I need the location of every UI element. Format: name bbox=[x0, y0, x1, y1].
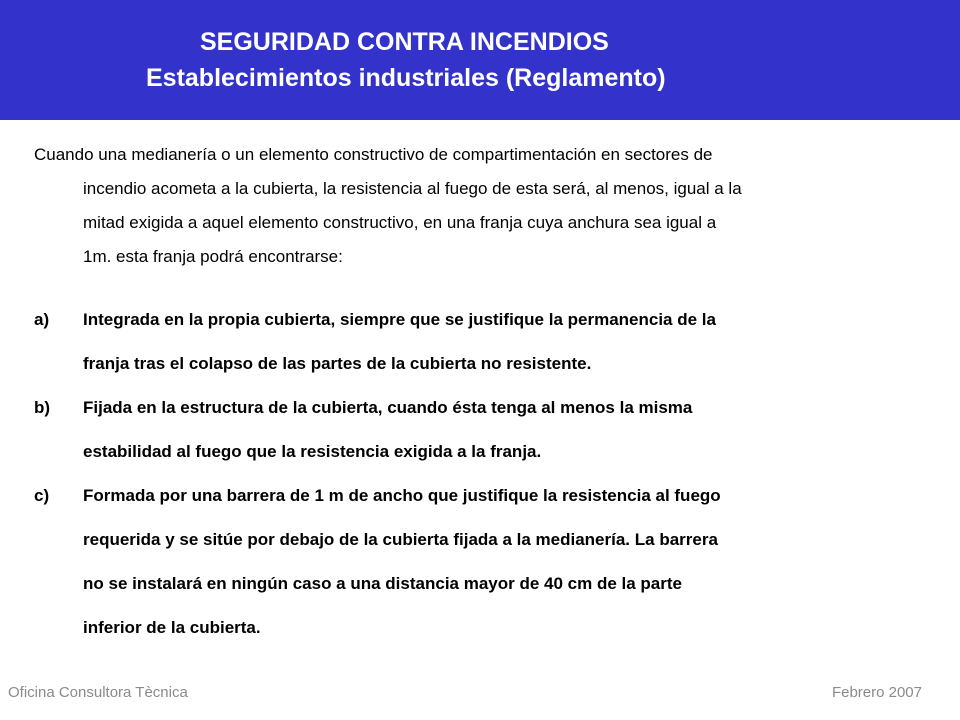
list-item-line: no se instalará en ningún caso a una distancia mayor de 40 cm de la parte bbox=[83, 574, 682, 593]
list-item-a bbox=[34, 298, 914, 386]
intro-line: incendio acometa a la cubierta, la resistencia al fuego de esta será, al menos, igual a la bbox=[83, 179, 742, 198]
intro-line: mitad exigida a aquel elemento constructivo, en una franja cuya anchura sea igual a bbox=[83, 213, 717, 232]
footer-organization: Oficina Consultora Tècnica bbox=[8, 684, 188, 701]
intro-line: 1m. esta franja podrá encontrarse: bbox=[83, 247, 343, 266]
list-item-line: inferior de la cubierta. bbox=[83, 618, 261, 637]
list-item-line: requerida y se sitúe por debajo de la cubierta fijada a la medianería. La barrera bbox=[83, 530, 718, 549]
list-item-line: estabilidad al fuego que la resistencia exigida a la franja. bbox=[83, 442, 542, 461]
list-item-line: Fijada en la estructura de la cubierta, cuando ésta tenga al menos la misma bbox=[83, 398, 693, 417]
page-title: SEGURIDAD CONTRA INCENDIOS bbox=[200, 28, 609, 56]
list-item-line: franja tras el colapso de las partes de la cubierta no resistente. bbox=[83, 354, 592, 373]
condition-list bbox=[34, 298, 914, 650]
list-marker: c) bbox=[34, 486, 50, 505]
footer-date: Febrero 2007 bbox=[831, 684, 922, 701]
header-band bbox=[0, 0, 960, 120]
list-marker: b) bbox=[34, 398, 51, 417]
intro-paragraph bbox=[34, 138, 904, 274]
list-item-b bbox=[34, 386, 914, 474]
list-item-line: Formada por una barrera de 1 m de ancho que justifique la resistencia al fuego bbox=[83, 486, 721, 505]
page-subtitle: Establecimientos industriales (Reglamento) bbox=[146, 64, 666, 92]
intro-line: Cuando una medianería o un elemento constructivo de compartimentación en sectores de bbox=[34, 145, 713, 164]
list-item-line: Integrada en la propia cubierta, siempre que se justifique la permanencia de la bbox=[83, 310, 716, 329]
list-marker: a) bbox=[34, 310, 50, 329]
list-item-c bbox=[34, 474, 914, 650]
